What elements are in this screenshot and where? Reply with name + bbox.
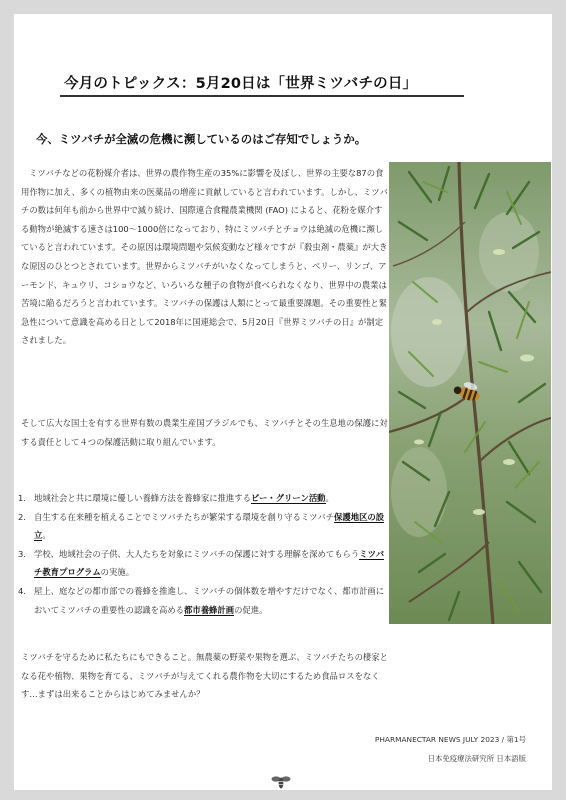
list-number: 2. [18,511,26,522]
list-item-suffix: 。 [42,530,51,541]
list-item-highlight: 都市養蜂計画 [184,604,235,615]
newsletter-page [14,14,552,790]
willow-bee-photo [389,162,551,624]
list-item [18,582,390,619]
list-item-text: 地域社会と共に環境に優しい養蜂方法を養蜂家に推進する [34,493,251,503]
list-item-suffix: 。 [325,493,334,503]
brazil-paragraph: そして広大な国土を有する世界有数の農業生産国ブラジルでも、ミツバチとその生息地の保護に対する責任として４つの保護活動に取り組んでいます。 [21,418,388,447]
page-title: 今月のトピックス：5月20日は「世界ミツバチの日」 [64,76,418,92]
list-item-text: 自生する在来種を植えることでミツバチたちが繁栄する環境を創り守るミツバチ [34,511,335,522]
list-item-suffix: の実施。 [100,567,135,578]
list-item-suffix: の促進。 [234,604,268,615]
list-item-highlight: ミツバチ教育プログラム [34,548,385,578]
list-item [18,508,390,545]
conservation-activities-list [18,489,390,619]
list-item-text: 屋上、庭などの都市部での養蜂を推進し、ミツバチの個体数を増やすだけでなく、都市計画においてミツバチの重要性の認識を高める [34,585,385,615]
list-number: 1. [18,493,26,503]
list-item-highlight: ビー・グリーン活動 [250,493,326,503]
list-item-text: 学校、地域社会の子供、大人たちを対象にミツバチの保護に対する理解を深めてもらう [34,548,360,559]
list-number: 3. [18,548,26,559]
intro-paragraph: ミツバチなどの花粉媒介者は、世界の農作物生産の35%に影響を及ぼし、世界の主要な87の食用作物に加え、多くの植物由来の医薬品の増産に貢献していると言われています。しかし、ミツバチの数は何年も前から世界中で減り続け、国際連合食糧農業機関 (FAO) によると、花粉を媒介する動物が絶滅する速さは100～1000倍になっており、特にミツバチとチョウは絶滅の危機に瀕していると言われています。その原因は環境問題や気候変動など様々ですが『殺虫剤・農薬』が大きな原因のひとつとされています。世界からミツバチがいなくなってしまうと、ベリー、リンゴ、アーモンド、キュウリ、コショウなど、いろいろな種子の食物が食べられなくなり、世界中の農業は苦境に陥るだろうと言われています。ミツバチの保護は人類にとって最重要課題。その重要性と緊急性について意識を高める日として2018年に国連総会で、5月20日『世界ミツバチの日』が制定されました。 [21,168,388,346]
bee-logo-icon [271,774,291,790]
title-underline [60,95,464,97]
list-item-highlight: 保護地区の設立 [34,511,385,541]
list-item [18,545,390,582]
closing-paragraph: ミツバチを守るために私たちにもできること。無農薬の野菜や果物を選ぶ、ミツバチたちの棲家となる花や植物、果物を育てる、ミツバチが与えてくれる農作物を大切にするため食品ロスをなくす…まずは出来ることからはじめてみませんか？ [21,652,388,700]
publisher-info: 日本免疫療法研究所 日本語版 [427,754,526,763]
list-item [18,489,390,508]
list-number: 4. [18,585,26,596]
lead-question: 今、ミツバチが全滅の危機に瀕しているのはご存知でしょうか。 [36,132,367,146]
issue-info: PHARMANECTAR NEWS JULY 2023 / 第1号 [374,735,526,744]
